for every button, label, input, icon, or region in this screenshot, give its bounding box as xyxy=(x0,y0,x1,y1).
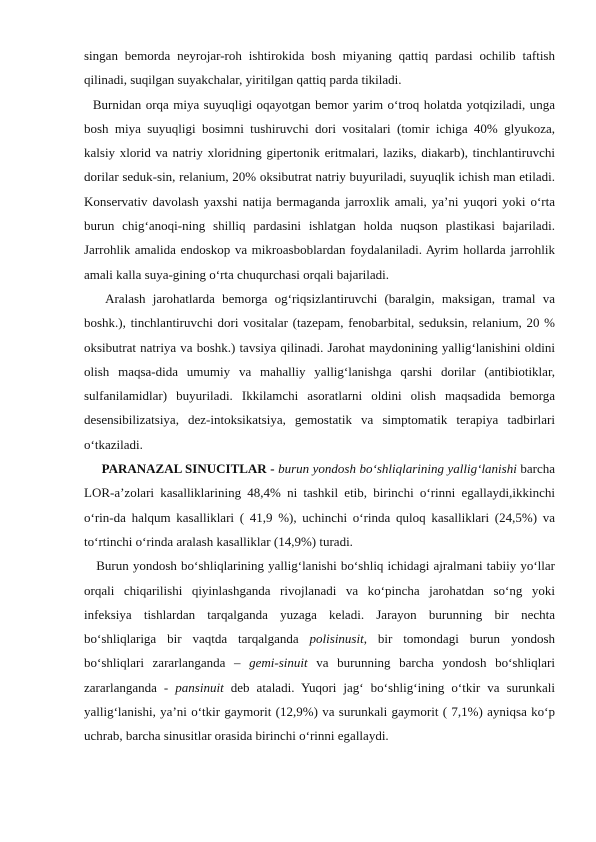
paragraph-1 xyxy=(84,44,555,93)
paragraph-1-text: singan bemorda neyrojar-roh ishtirokida bosh miyaning qattiq pardasi ochilib taftish qilinadi, suqilgan suyakchalar, yiritilgan qattiq parda tikiladi. xyxy=(84,48,555,88)
section-heading: PARANAZAL SINUCITLAR - xyxy=(101,461,279,477)
paragraph-2-indent xyxy=(84,97,93,112)
paragraph-5 xyxy=(84,554,555,748)
term-gemisinuit: gemi-sinuit xyxy=(249,655,308,671)
paragraph-5-text-d: deb ataladi. Yuqori jag‘ bo‘shlig‘ining o‘tkir va surunkali yallig‘lanishi, ya’ni o‘tkir gaymorit (12,9%) va surunkali gaymorit ( 7,1%) ayniqsa ko‘p uchrab, barcha sinusitlar orasida birinchi o‘rinni egallaydi. xyxy=(84,679,555,744)
paragraph-5-text-b: , bir tomondagi burun yondosh bo‘shliqlari zararlanganda – xyxy=(84,631,555,671)
section-heading-definition: burun yondosh bo‘shliqlarining yallig‘lanishi xyxy=(278,461,517,477)
paragraph-4-indent xyxy=(84,461,102,476)
paragraph-4 xyxy=(84,457,555,554)
paragraph-5-text-c: va burunning barcha yondosh bo‘shliqlari zararlanganda - xyxy=(84,655,556,695)
term-pansinuit: pansinuit xyxy=(175,679,224,695)
body-text xyxy=(84,44,555,749)
paragraph-4-text: barcha LOR-a’zolari kasalliklarining 48,4% ni tashkil etib, birinchi o‘rinni egallaydi,ikkinchi o‘rin-da halqum kasalliklari ( 41,9 %), uchinchi o‘rinda quloq kasalliklari (24,5%) va to‘rtinchi o‘rinda aralash kasalliklar (14,9%) turadi. xyxy=(84,461,556,549)
term-polisinusit: polisinusit xyxy=(309,631,364,647)
paragraph-5-indent xyxy=(84,558,96,573)
paragraph-3-text: Aralash jarohatlarda bemorga og‘riqsizlantiruvchi (baralgin, maksigan, tramal va boshk.), tinchlantiruvchi dori vositalar (tazepam, fenobarbital, seduksin, relanium, 20 % oksibutrat natriya va boshk.) tavsiya qilinadi. Jarohat maydonining yallig‘lanishini oldini olish maqsa-dida umumiy va mahalliy yallig‘lanishga qarshi dorilar (antibiotiklar, sulfanilamidlar) buyuriladi. Ikkilamchi asoratlarni oldini olish maqsadida bemorga desensibilizatsiya, dez-intoksikatsiya, gemostatik va simptomatik terapiya tadbirlari o‘tkaziladi. xyxy=(84,290,555,452)
paragraph-2-text: Burnidan orqa miya suyuqligi oqayotgan bemor yarim o‘troq holatda yotqiziladi, unga bosh miya suyuqligi bosimni tushiruvchi dori vositalari (tomir ichiga 40% glyukoza, kalsiy xlorid va natriy xloridning gipertonik eritmalari, laziks, diakarb), tinchlantiruvchi dorilar seduk-sin, relanium, 20% oksibutrat natriy buyuriladi, suyuqlik ichish man etiladi. Konservativ davolash yaxshi natija bermaganda jarroxlik amali, ya’ni yuqori yoki o‘rta burun chig‘anoqi-ning shilliq pardasini ishlatgan holda nuqson plastikasi bajariladi. Jarrohlik amalida endoskop va mikroasboblardan foydalaniladi. Ayrim hollarda jarrohlik amali kalla suya-gining o‘rta chuqurchasi orqali bajariladi. xyxy=(84,96,555,282)
paragraph-3 xyxy=(84,287,555,457)
paragraph-3-indent xyxy=(84,291,105,306)
paragraph-5-text-a: Burun yondosh bo‘shliqlarining yallig‘lanishi bo‘shliq ichidagi ajralmani tabiiy yo‘llar orqali chiqarilishi qiyinlashganda rivojlanadi va ko‘pincha jarohatdan so‘ng yoki infeksiya tishlardan tarqalganda yuzaga keladi. Jarayon burunning bir nechta bo‘shliqlariga bir vaqtda tarqalganda xyxy=(84,558,555,647)
paragraph-2 xyxy=(84,93,555,287)
